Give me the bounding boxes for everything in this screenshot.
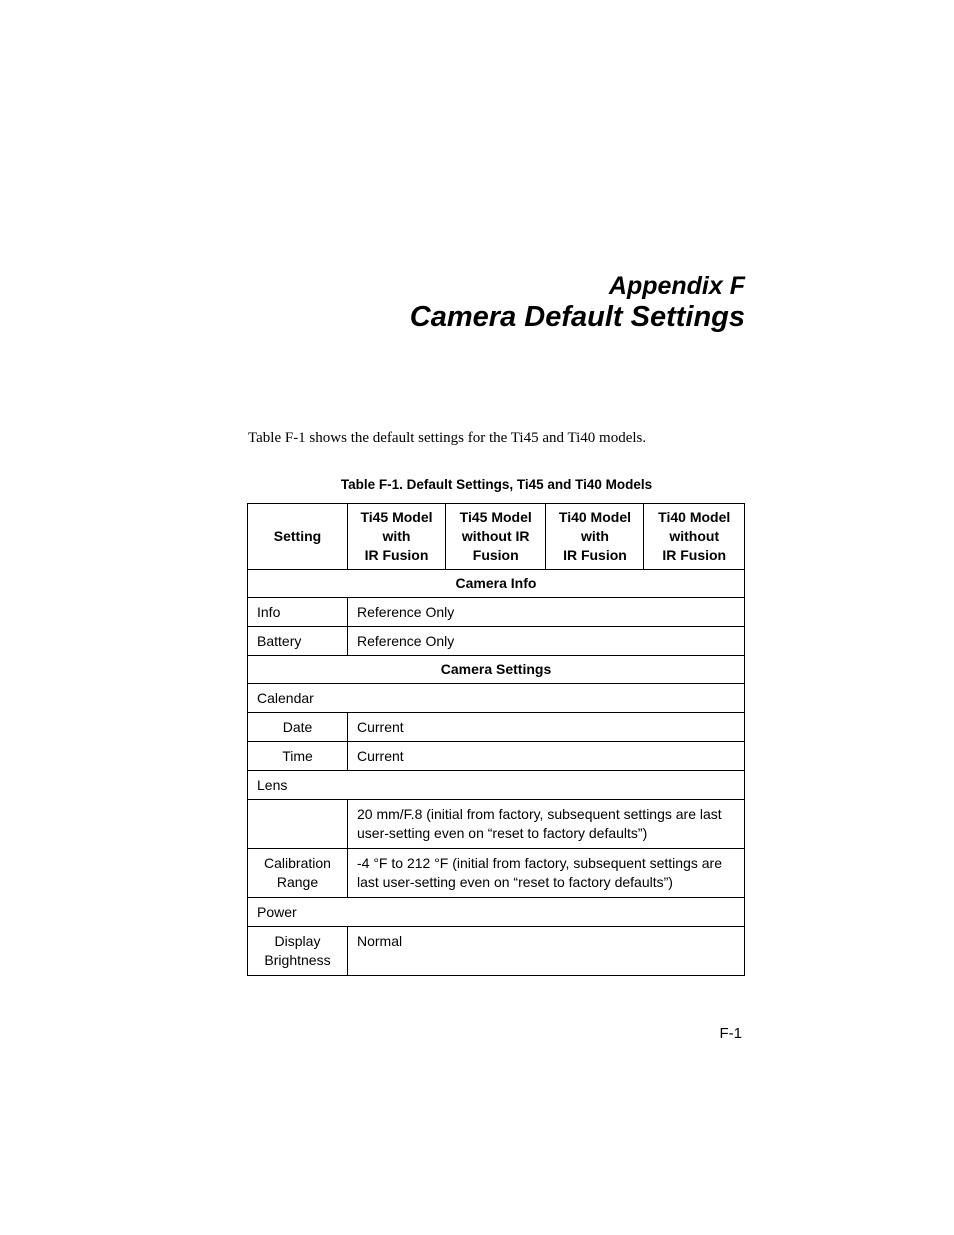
table-row: [248, 800, 745, 849]
value-cell: 20 mm/F.8 (initial from factory, subsequent settings are last user-setting even on “reset to factory defaults”): [348, 800, 745, 849]
table-row: [248, 713, 745, 742]
page-number: F-1: [719, 1025, 742, 1042]
appendix-label: Appendix F: [608, 272, 745, 300]
header-line: Fusion: [472, 547, 519, 563]
setting-line: Display: [274, 933, 321, 949]
chapter-heading: [410, 273, 745, 333]
header-line: Ti40 Model: [558, 509, 631, 525]
table-row: [248, 849, 745, 898]
header-line: without IR: [461, 528, 530, 544]
setting-cell: Date: [248, 713, 348, 742]
section-row-camera-info: [248, 570, 745, 598]
value-cell: Normal: [348, 927, 745, 976]
header-line: with: [580, 528, 609, 544]
setting-line: Brightness: [264, 952, 331, 968]
intro-paragraph: Table F-1 shows the default settings for the Ti45 and Ti40 models.: [248, 430, 647, 446]
header-line: Ti40 Model: [658, 509, 731, 525]
header-line: Ti45 Model: [360, 509, 433, 525]
group-cell: Calendar: [248, 684, 745, 713]
header-line: without: [669, 528, 720, 544]
table-row: [248, 598, 745, 627]
table-row: [248, 742, 745, 771]
setting-line: Calibration: [264, 855, 331, 871]
setting-line: Range: [276, 874, 319, 890]
header-line: IR Fusion: [563, 547, 627, 563]
table-caption: Table F-1. Default Settings, Ti45 and Ti40 Models: [340, 477, 653, 492]
group-cell: Power: [248, 898, 745, 927]
header-ti40-with-fusion: [546, 504, 644, 570]
section-heading: Camera Info: [248, 570, 745, 598]
page-title: Camera Default Settings: [409, 300, 745, 333]
value-cell: Reference Only: [348, 627, 745, 656]
table-header-row: [248, 504, 745, 570]
table-row: [248, 927, 745, 976]
header-setting: [248, 504, 348, 570]
table-row: [248, 684, 745, 713]
header-ti45-without-fusion: [445, 504, 545, 570]
header-ti45-with-fusion: [348, 504, 446, 570]
header-line: Ti45 Model: [459, 509, 532, 525]
setting-cell: Time: [248, 742, 348, 771]
header-line: with: [382, 528, 411, 544]
value-cell: Current: [348, 713, 745, 742]
header-line: IR Fusion: [662, 547, 727, 563]
table-row: [248, 898, 745, 927]
setting-cell: [248, 927, 348, 976]
header-ti40-without-fusion: [644, 504, 745, 570]
group-cell: Lens: [248, 771, 745, 800]
default-settings-table: [247, 503, 745, 976]
value-cell: Reference Only: [348, 598, 745, 627]
section-row-camera-settings: [248, 656, 745, 684]
table-row: [248, 771, 745, 800]
setting-cell: [248, 849, 348, 898]
setting-cell: [248, 800, 348, 849]
setting-cell: Info: [248, 598, 348, 627]
value-cell: -4 °F to 212 °F (initial from factory, subsequent settings are last user-setting even on “reset to factory defaults”): [348, 849, 745, 898]
setting-cell: Battery: [248, 627, 348, 656]
value-cell: Current: [348, 742, 745, 771]
table-row: [248, 627, 745, 656]
header-setting-text: Setting: [273, 528, 322, 544]
header-line: IR Fusion: [364, 547, 429, 563]
section-heading: Camera Settings: [248, 656, 745, 684]
